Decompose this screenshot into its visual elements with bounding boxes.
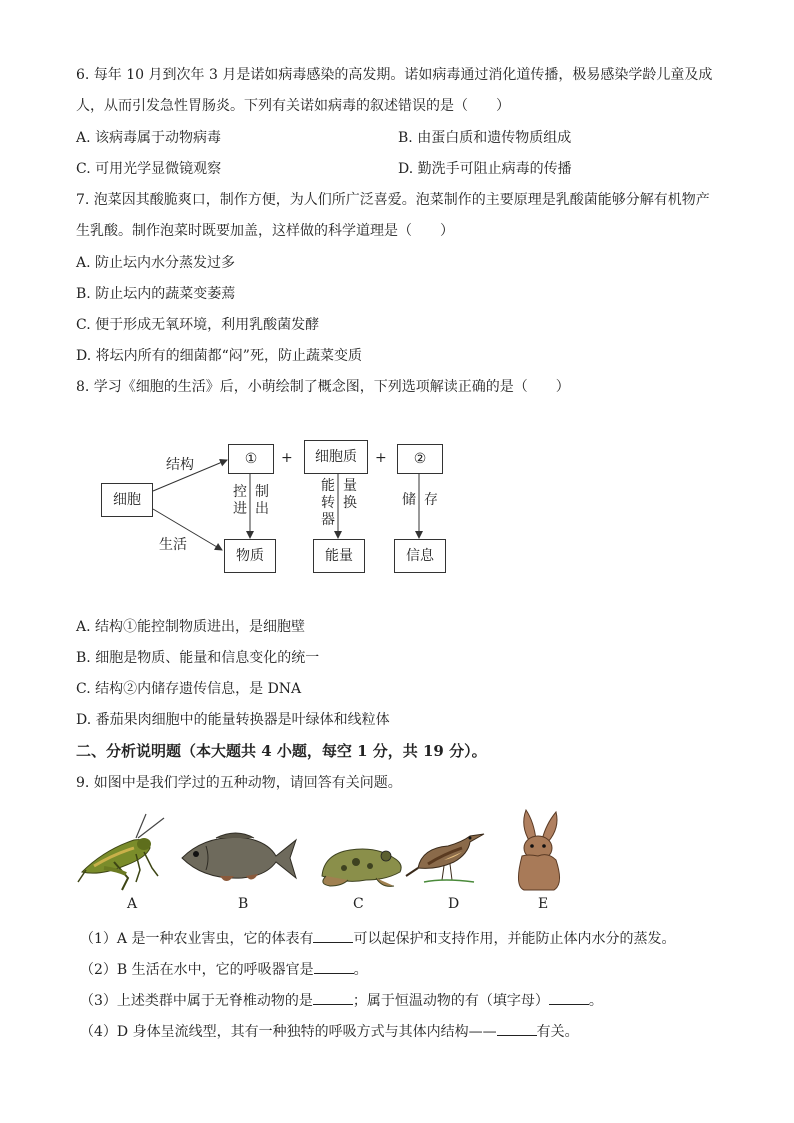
q7-stem-line1: 7. 泡菜因其酸脆爽口，制作方便，为人们所广泛喜爱。泡菜制作的主要原理是乳酸菌能够分解有机物产 [76, 192, 710, 208]
cytoplasm-box: 细胞质 [304, 440, 368, 474]
control-label-left: 控进 [233, 484, 247, 517]
q9-sub1-text-b: 可以起保护和支持作用，并能防止体内水分的蒸发。 [353, 931, 676, 947]
q9-stem: 9. 如图中是我们学过的五种动物，请回答有关问题。 [76, 775, 402, 791]
store-label-left: 储 [402, 492, 416, 508]
plus-sign-2: + [375, 450, 387, 466]
q7-option-b: B. 防止坛内的蔬菜变萎蔫 [76, 286, 236, 302]
life-label: 生活 [159, 537, 187, 553]
q6-option-a: A. 该病毒属于动物病毒 [76, 130, 222, 146]
matter-box: 物质 [224, 539, 276, 573]
info-box: 信息 [394, 539, 446, 573]
structure-1-box: ① [228, 444, 274, 474]
animal-label-a: A [127, 896, 138, 912]
plus-sign-1: + [281, 450, 293, 466]
q8-option-b: B. 细胞是物质、能量和信息变化的统一 [76, 650, 320, 666]
concept-map [96, 430, 466, 590]
animal-label-b: B [238, 896, 249, 912]
q8-option-d: D. 番茄果肉细胞中的能量转换器是叶绿体和线粒体 [76, 712, 390, 728]
frog-image [316, 836, 406, 890]
q7-option-c: C. 便于形成无氧环境，利用乳酸菌发酵 [76, 317, 320, 333]
control-label-right: 制出 [255, 484, 269, 517]
q6-option-b: B. 由蛋白质和遗传物质组成 [398, 130, 572, 146]
q8-stem: 8. 学习《细胞的生活》后，小萌绘制了概念图，下列选项解读正确的是（ ） [76, 379, 570, 395]
fish-image [176, 826, 300, 888]
q6-stem-line1: 6. 每年 10 月到次年 3 月是诺如病毒感染的高发期。诺如病毒通过消化道传播，极易感染学龄儿童及成 [76, 67, 713, 83]
q9-sub3-text-b: ；属于恒温动物的有（填字母） [352, 993, 549, 1009]
bird-image [404, 824, 488, 890]
energy-label-left: 能转器 [321, 478, 335, 528]
q8-option-c: C. 结构②内储存遗传信息，是 DNA [76, 681, 302, 697]
q9-sub3-text-c: 。 [588, 993, 603, 1009]
q9-sub3-text-a: （3）上述类群中属于无脊椎动物的是 [80, 993, 313, 1009]
q9-sub3 [80, 990, 603, 1010]
q9-sub4-blank[interactable] [497, 1021, 537, 1036]
grasshopper-image [74, 810, 170, 894]
structure-label: 结构 [166, 457, 194, 473]
q7-stem-line2: 生乳酸。制作泡菜时既要加盖，这样做的科学道理是（ ） [76, 223, 454, 239]
energy-label-right: 量换 [343, 478, 357, 511]
section-2-heading: 二、分析说明题（本大题共 4 小题，每空 1 分，共 19 分）。 [76, 742, 487, 760]
q9-sub2-blank[interactable] [314, 959, 354, 974]
q6-option-d: D. 勤洗手可阻止病毒的传播 [398, 161, 572, 177]
animal-label-c: C [353, 896, 364, 912]
animal-label-d: D [448, 896, 460, 912]
structure-2-box: ② [397, 444, 443, 474]
rabbit-image [504, 806, 572, 892]
q9-sub1-text-a: （1）A 是一种农业害虫，它的体表有 [80, 931, 314, 947]
q9-sub4 [80, 1021, 579, 1041]
q9-sub4-text-b: 有关。 [536, 1024, 579, 1040]
q9-sub1-blank[interactable] [313, 928, 353, 943]
q7-option-d: D. 将坛内所有的细菌都“闷”死，防止蔬菜变质 [76, 348, 362, 364]
q9-sub2-text-b: 。 [353, 962, 368, 978]
store-label-right: 存 [424, 492, 438, 508]
q7-option-a: A. 防止坛内水分蒸发过多 [76, 255, 236, 271]
q9-sub3-blank-1[interactable] [313, 990, 353, 1005]
cell-box: 细胞 [101, 483, 153, 517]
q9-sub1 [80, 928, 675, 948]
energy-box: 能量 [313, 539, 365, 573]
q6-stem-line2: 人，从而引发急性胃肠炎。下列有关诺如病毒的叙述错误的是（ ） [76, 98, 510, 114]
animal-label-e: E [538, 896, 549, 912]
q9-sub4-text-a: （4）D 身体呈流线型，其有一种独特的呼吸方式与其体内结构—— [80, 1024, 497, 1040]
q9-sub2 [80, 959, 368, 979]
q8-option-a: A. 结构①能控制物质进出，是细胞壁 [76, 619, 306, 635]
q9-sub2-text-a: （2）B 生活在水中，它的呼吸器官是 [80, 962, 314, 978]
q6-option-c: C. 可用光学显微镜观察 [76, 161, 222, 177]
q9-sub3-blank-2[interactable] [549, 990, 589, 1005]
